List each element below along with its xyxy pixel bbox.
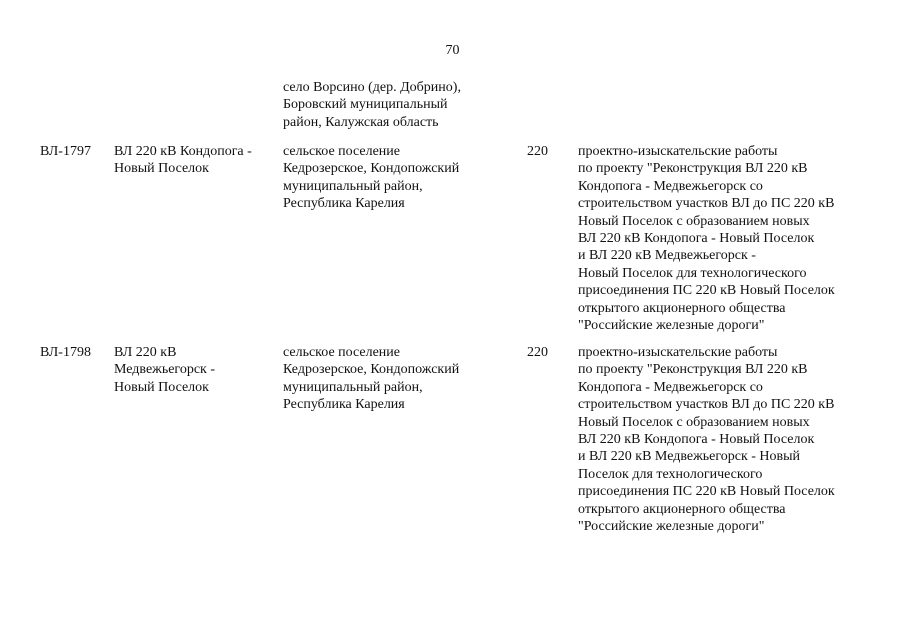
purpose-cell: проектно-изыскательские работы по проекту "Реконструкция ВЛ 220 кВ Кондопога - Медвежьегорск со строительством участков ВЛ до ПС 220 кВ Новый Поселок с образованием новых ВЛ 220 кВ Кондопога - Новый Поселок и ВЛ 220 кВ Медвежьегорск - Новый Поселок для технологического присоединения ПС 220 кВ Новый Поселок открытого акционерного общества "Российские железные дороги" xyxy=(578,345,835,535)
object-name-cell: ВЛ 220 кВ Медвежьегорск - Новый Поселок xyxy=(114,345,216,395)
object-code-cell: ВЛ-1798 xyxy=(40,345,91,360)
location-cell: сельское поселение Кедрозерское, Кондопожский муниципальный район, Республика Карелия xyxy=(283,345,460,413)
location-cell: сельское поселение Кедрозерское, Кондопожский муниципальный район, Республика Карелия xyxy=(283,144,460,212)
voltage-cell: 220 xyxy=(527,345,548,360)
page-number: 70 xyxy=(445,43,460,58)
continuation-location-cell: село Ворсино (дер. Добрино), Боровский муниципальный район, Калужская область xyxy=(283,80,461,130)
purpose-cell: проектно-изыскательские работы по проекту "Реконструкция ВЛ 220 кВ Кондопога - Медвежьегорск со строительством участков ВЛ до ПС 220 кВ Новый Поселок с образованием новых ВЛ 220 кВ Кондопога - Новый Поселок и ВЛ 220 кВ Медвежьегорск - Новый Поселок для технологического присоединения ПС 220 кВ Новый Поселок открытого акционерного общества "Российские железные дороги" xyxy=(578,144,835,334)
object-code-cell: ВЛ-1797 xyxy=(40,144,91,159)
object-name-cell: ВЛ 220 кВ Кондопога - Новый Поселок xyxy=(114,144,252,177)
voltage-cell: 220 xyxy=(527,144,548,159)
